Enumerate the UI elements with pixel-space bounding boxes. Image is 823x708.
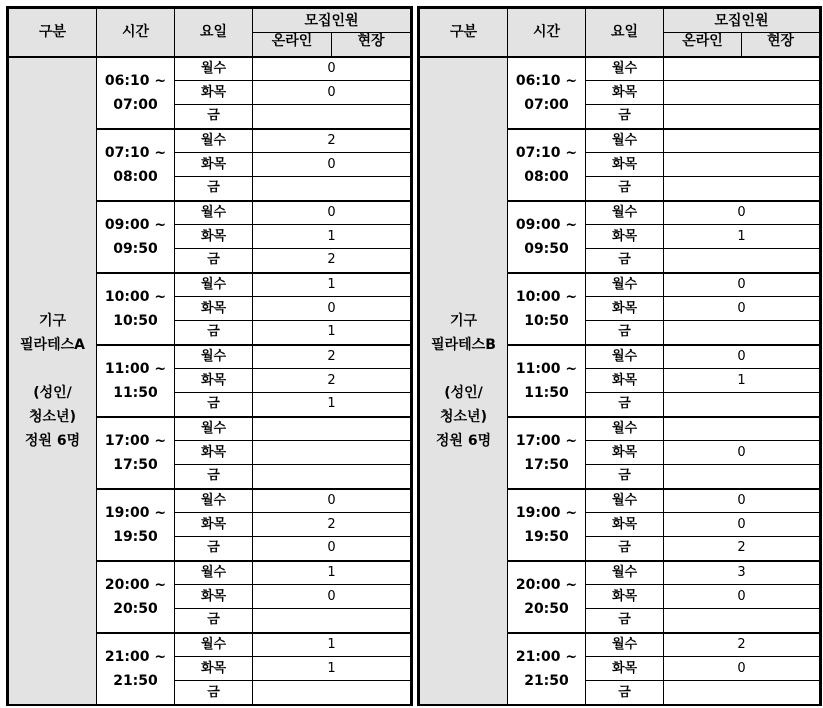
category-line: [9, 357, 96, 381]
count-cell: 1: [664, 225, 820, 249]
time-cell: [97, 489, 175, 561]
count-cell: [253, 465, 411, 489]
time-start: 06:10 ~: [104, 72, 167, 89]
time-end: 10:50: [113, 312, 158, 329]
day-cell: 월수: [175, 129, 253, 153]
time-cell: [508, 273, 586, 345]
time-cell: [508, 489, 586, 561]
day-cell: 월수: [175, 417, 253, 441]
time-end: 20:50: [113, 600, 158, 617]
day-cell: 월수: [175, 345, 253, 369]
day-cell: 화목: [586, 585, 664, 609]
count-cell: [664, 81, 820, 105]
count-cell: 1: [253, 225, 411, 249]
time-end: 09:50: [524, 240, 569, 257]
time-end: 21:50: [524, 672, 569, 689]
day-cell: 금: [175, 609, 253, 633]
time-start: 10:00 ~: [104, 288, 167, 305]
header-day: 요일: [175, 9, 253, 57]
time-end: 07:00: [524, 96, 569, 113]
category-line: 기구: [449, 312, 478, 329]
time-end: 10:50: [524, 312, 569, 329]
count-cell: 0: [664, 273, 820, 297]
count-cell: [253, 441, 411, 465]
count-cell: [664, 321, 820, 345]
time-end: 11:50: [524, 384, 569, 401]
count-cell: [253, 105, 411, 129]
time-start: 21:00 ~: [515, 648, 578, 665]
time-cell: [97, 273, 175, 345]
count-cell: 2: [253, 249, 411, 273]
count-cell: 0: [253, 153, 411, 177]
time-start: 09:00 ~: [515, 216, 578, 233]
time-cell: [97, 129, 175, 201]
count-cell: [664, 153, 820, 177]
header-time: 시간: [97, 9, 175, 57]
category-line: 정원 6명: [435, 432, 492, 449]
schedule-table: [419, 8, 820, 705]
day-cell: 화목: [586, 369, 664, 393]
count-cell: 0: [253, 585, 411, 609]
time-start: 20:00 ~: [515, 576, 578, 593]
count-cell: 0: [664, 585, 820, 609]
count-cell: 0: [664, 345, 820, 369]
day-cell: 금: [586, 537, 664, 561]
table-row: [9, 57, 411, 81]
day-cell: 금: [586, 249, 664, 273]
time-cell: [508, 129, 586, 201]
category-line: 필라테스B: [431, 336, 496, 353]
day-cell: 월수: [586, 489, 664, 513]
header-sub: [253, 33, 411, 57]
time-start: 06:10 ~: [515, 72, 578, 89]
time-start: 07:10 ~: [515, 144, 578, 161]
header-time: 시간: [508, 9, 586, 57]
count-cell: 1: [253, 657, 411, 681]
count-cell: 0: [664, 201, 820, 225]
header-online: 온라인: [253, 33, 332, 56]
category-line: 필라테스A: [20, 336, 85, 353]
count-cell: [664, 417, 820, 441]
count-cell: [253, 417, 411, 441]
count-cell: 2: [664, 633, 820, 657]
count-cell: [253, 681, 411, 705]
count-cell: 1: [253, 561, 411, 585]
count-cell: 0: [253, 297, 411, 321]
time-end: 09:50: [113, 240, 158, 257]
day-cell: 월수: [586, 273, 664, 297]
time-start: 11:00 ~: [515, 360, 578, 377]
day-cell: 화목: [586, 657, 664, 681]
day-cell: 월수: [586, 57, 664, 81]
time-end: 07:00: [113, 96, 158, 113]
day-cell: 금: [586, 105, 664, 129]
day-cell: 금: [175, 393, 253, 417]
time-cell: [508, 201, 586, 273]
count-cell: 2: [253, 345, 411, 369]
count-cell: [664, 609, 820, 633]
time-end: 17:50: [524, 456, 569, 473]
category-line: 청소년): [440, 408, 487, 425]
day-cell: 금: [586, 177, 664, 201]
day-cell: 화목: [175, 81, 253, 105]
day-cell: 금: [175, 249, 253, 273]
day-cell: 금: [586, 609, 664, 633]
header-sub: [664, 33, 820, 57]
time-end: 17:50: [113, 456, 158, 473]
day-cell: 화목: [175, 297, 253, 321]
time-cell: [508, 633, 586, 705]
day-cell: 화목: [586, 153, 664, 177]
day-cell: 금: [586, 681, 664, 705]
count-cell: 1: [253, 321, 411, 345]
time-cell: [97, 633, 175, 705]
category-line: (성인/: [444, 384, 483, 401]
schedule-table-b: [417, 6, 822, 706]
time-cell: [508, 57, 586, 129]
time-cell: [97, 57, 175, 129]
day-cell: 월수: [175, 273, 253, 297]
header-day: 요일: [586, 9, 664, 57]
day-cell: 월수: [586, 129, 664, 153]
time-end: 08:00: [524, 168, 569, 185]
time-cell: [97, 201, 175, 273]
count-cell: [664, 681, 820, 705]
time-start: 10:00 ~: [515, 288, 578, 305]
time-start: 17:00 ~: [104, 432, 167, 449]
day-cell: 화목: [586, 81, 664, 105]
time-start: 07:10 ~: [104, 144, 167, 161]
day-cell: 월수: [586, 345, 664, 369]
category-cell: [420, 57, 508, 705]
category-line: 정원 6명: [24, 432, 81, 449]
count-cell: 0: [253, 57, 411, 81]
day-cell: 월수: [586, 201, 664, 225]
schedule-table-a: [6, 6, 413, 706]
time-start: 17:00 ~: [515, 432, 578, 449]
time-end: 11:50: [113, 384, 158, 401]
table-row: [420, 57, 820, 81]
day-cell: 월수: [586, 633, 664, 657]
schedule-body: [420, 9, 820, 705]
day-cell: 화목: [175, 513, 253, 537]
count-cell: [664, 57, 820, 81]
time-cell: [97, 345, 175, 417]
time-end: 19:50: [524, 528, 569, 545]
time-start: 20:00 ~: [104, 576, 167, 593]
count-cell: [664, 249, 820, 273]
schedule-table: [8, 8, 411, 705]
time-end: 21:50: [113, 672, 158, 689]
day-cell: 월수: [175, 489, 253, 513]
count-cell: [664, 393, 820, 417]
count-cell: 2: [253, 513, 411, 537]
schedule-body: [9, 9, 411, 705]
day-cell: 화목: [586, 513, 664, 537]
day-cell: 월수: [586, 417, 664, 441]
day-cell: 화목: [175, 369, 253, 393]
time-start: 11:00 ~: [104, 360, 167, 377]
header-recruit: 모집인원: [664, 9, 820, 33]
day-cell: 월수: [175, 633, 253, 657]
day-cell: 화목: [175, 153, 253, 177]
category-line: (성인/: [33, 384, 72, 401]
header-onsite: 현장: [766, 33, 795, 49]
day-cell: 금: [175, 537, 253, 561]
count-cell: 0: [253, 489, 411, 513]
count-cell: 2: [664, 537, 820, 561]
count-cell: 3: [664, 561, 820, 585]
day-cell: 화목: [175, 441, 253, 465]
day-cell: 화목: [175, 657, 253, 681]
count-cell: 0: [664, 513, 820, 537]
count-cell: 0: [664, 657, 820, 681]
time-end: 08:00: [113, 168, 158, 185]
time-cell: [97, 417, 175, 489]
day-cell: 화목: [175, 585, 253, 609]
day-cell: 월수: [175, 561, 253, 585]
category-cell: [9, 57, 97, 705]
category-line: 기구: [38, 312, 67, 329]
header-category: 구분: [420, 9, 508, 57]
day-cell: 화목: [175, 225, 253, 249]
count-cell: [253, 609, 411, 633]
day-cell: 금: [175, 321, 253, 345]
header-category: 구분: [9, 9, 97, 57]
time-cell: [97, 561, 175, 633]
header-recruit: 모집인원: [253, 9, 411, 33]
time-cell: [508, 345, 586, 417]
day-cell: 화목: [586, 225, 664, 249]
count-cell: [664, 129, 820, 153]
count-cell: 0: [253, 81, 411, 105]
day-cell: 월수: [175, 201, 253, 225]
count-cell: [664, 105, 820, 129]
time-start: 19:00 ~: [104, 504, 167, 521]
day-cell: 금: [586, 465, 664, 489]
header-onsite: 현장: [357, 33, 385, 49]
category-line: 청소년): [29, 408, 76, 425]
count-cell: [664, 177, 820, 201]
count-cell: 0: [664, 489, 820, 513]
count-cell: [253, 177, 411, 201]
count-cell: 0: [664, 441, 820, 465]
category-line: [420, 357, 507, 381]
day-cell: 월수: [586, 561, 664, 585]
count-cell: 0: [664, 297, 820, 321]
time-cell: [508, 417, 586, 489]
day-cell: 월수: [175, 57, 253, 81]
count-cell: 0: [253, 537, 411, 561]
count-cell: 1: [253, 273, 411, 297]
time-cell: [508, 561, 586, 633]
time-start: 19:00 ~: [515, 504, 578, 521]
time-end: 19:50: [113, 528, 158, 545]
day-cell: 금: [586, 393, 664, 417]
time-end: 20:50: [524, 600, 569, 617]
count-cell: 1: [253, 393, 411, 417]
day-cell: 금: [175, 465, 253, 489]
header-online: 온라인: [664, 33, 742, 56]
count-cell: [664, 465, 820, 489]
day-cell: 금: [586, 321, 664, 345]
count-cell: 2: [253, 369, 411, 393]
time-start: 09:00 ~: [104, 216, 167, 233]
day-cell: 화목: [586, 297, 664, 321]
count-cell: 1: [253, 633, 411, 657]
day-cell: 금: [175, 105, 253, 129]
count-cell: 2: [253, 129, 411, 153]
day-cell: 금: [175, 681, 253, 705]
day-cell: 금: [175, 177, 253, 201]
day-cell: 화목: [586, 441, 664, 465]
time-start: 21:00 ~: [104, 648, 167, 665]
count-cell: 0: [253, 201, 411, 225]
count-cell: 1: [664, 369, 820, 393]
